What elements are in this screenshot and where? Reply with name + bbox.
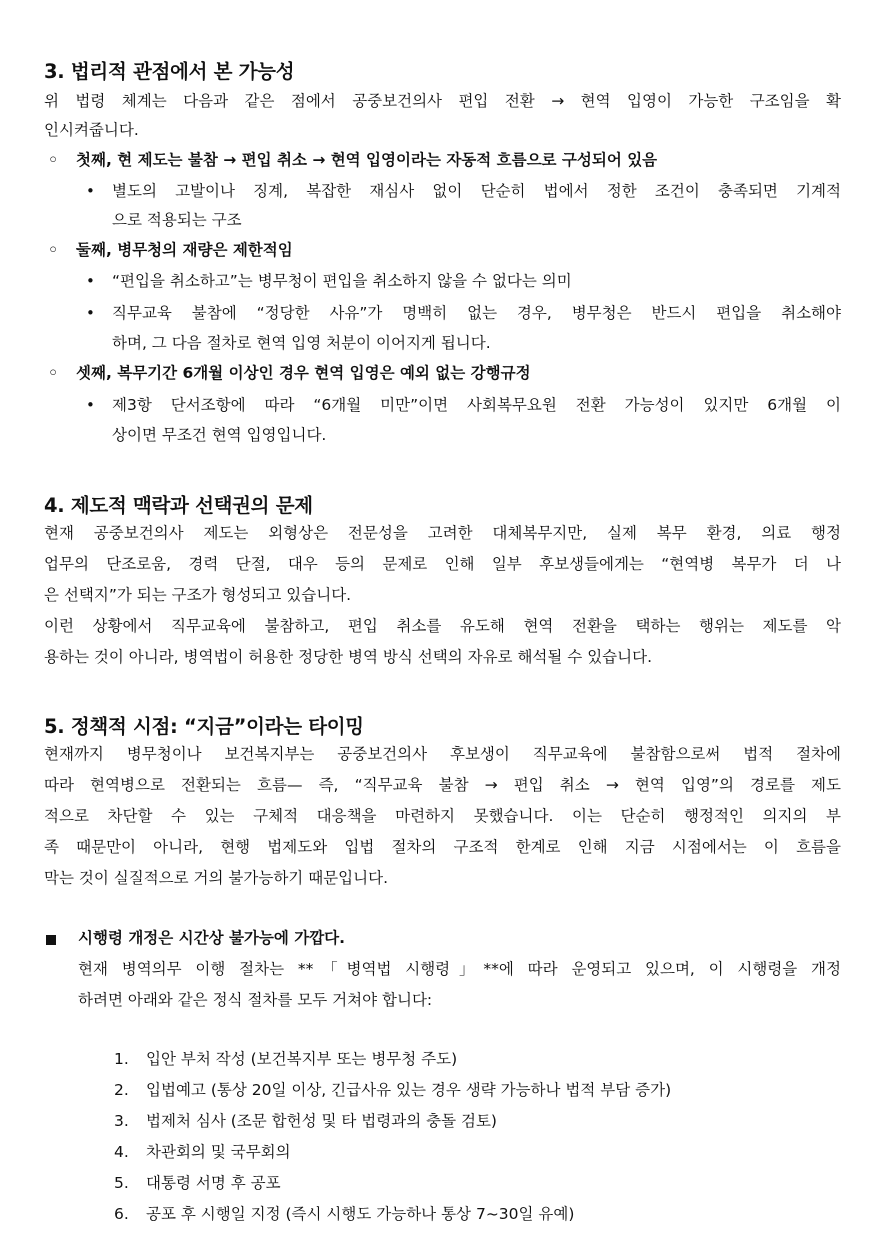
point-2-bullet-1: “편입을 취소하고”는 병무청이 편입을 취소하지 않을 수 없다는 의미 bbox=[112, 272, 572, 290]
circle-bullet-icon: ◦ bbox=[48, 364, 58, 382]
bullet-dot-icon: • bbox=[86, 182, 95, 200]
bullet-dot-icon: • bbox=[86, 396, 95, 414]
section-3-intro-line-1: 위 법령 체계는 다음과 같은 점에서 공중보건의사 편입 전환 → 현역 입영이 가능한 구조임을 확 bbox=[44, 92, 841, 110]
step-number: 3. bbox=[114, 1112, 129, 1130]
step-number: 1. bbox=[114, 1050, 129, 1068]
section-5-subheading: 시행령 개정은 시간상 불가능에 가깝다. bbox=[78, 929, 346, 947]
point-2-bullet-2-line-1: 직무교육 불참에 “정당한 사유”가 명백히 없는 경우, 병무청은 반드시 편입을 취소해야 bbox=[112, 304, 841, 322]
section-3-heading: 3. 법리적 관점에서 본 가능성 bbox=[44, 60, 295, 83]
point-3-bullet-1-line-1: 제3항 단서조항에 따라 “6개월 미만”이면 사회복무요원 전환 가능성이 있지만 6개월 이 bbox=[112, 396, 841, 414]
point-1-bullet-1-line-2: 으로 적용되는 구조 bbox=[112, 211, 242, 229]
section-5-para-line-5: 막는 것이 실질적으로 거의 불가능하기 때문입니다. bbox=[44, 869, 388, 887]
section-4-para-1-line-1: 현재 공중보건의사 제도는 외형상은 전문성을 고려한 대체복무지만, 실제 복무 환경, 의료 행정 bbox=[44, 524, 841, 542]
square-bullet-icon bbox=[46, 935, 56, 945]
point-1-title-text: 첫째, 현 제도는 불참 → 편입 취소 → 현역 입영이라는 자동적 흐름으로 구성되어 있음 bbox=[76, 151, 658, 169]
section-5-subpara-line-2: 하려면 아래와 같은 정식 절차를 모두 거쳐야 합니다: bbox=[78, 991, 433, 1009]
step-number: 4. bbox=[114, 1143, 129, 1161]
step-number: 2. bbox=[114, 1081, 129, 1099]
point-1-bullet-1-line-1: 별도의 고발이나 징계, 복잡한 재심사 없이 단순히 법에서 정한 조건이 충족되면 기계적 bbox=[112, 182, 841, 200]
circle-bullet-icon: ◦ bbox=[48, 151, 58, 169]
step-text: 입안 부처 작성 (보건복지부 또는 병무청 주도) bbox=[146, 1050, 458, 1068]
section-4-para-1-line-2: 업무의 단조로움, 경력 단절, 대우 등의 문제로 인해 일부 후보생들에게는 “현역병 복무가 더 나 bbox=[44, 555, 841, 573]
section-4-para-2-line-1: 이런 상황에서 직무교육에 불참하고, 편입 취소를 유도해 현역 전환을 택하는 행위는 제도를 악 bbox=[44, 617, 841, 635]
step-text: 대통령 서명 후 공포 bbox=[146, 1174, 281, 1192]
step-text: 차관회의 및 국무회의 bbox=[146, 1143, 291, 1161]
step-text: 공포 후 시행일 지정 (즉시 시행도 가능하나 통상 7~30일 유예) bbox=[146, 1205, 575, 1223]
section-5-para-line-3: 적으로 차단할 수 있는 구체적 대응책을 마련하지 못했습니다. 이는 단순히 행정적인 의지의 부 bbox=[44, 807, 841, 825]
step-text: 입법예고 (통상 20일 이상, 긴급사유 있는 경우 생략 가능하나 법적 부담 증가) bbox=[146, 1081, 672, 1099]
bullet-dot-icon: • bbox=[86, 304, 95, 322]
point-3-title-text: 셋째, 복무기간 6개월 이상인 경우 현역 입영은 예외 없는 강행규정 bbox=[76, 364, 531, 382]
section-3-intro-line-2: 인시켜줍니다. bbox=[44, 121, 139, 139]
point-3-title bbox=[48, 366, 531, 382]
section-5-heading: 5. 정책적 시점: “지금”이라는 타이밍 bbox=[44, 715, 364, 738]
bullet-dot-icon: • bbox=[86, 272, 95, 290]
point-2-title-text: 둘째, 병무청의 재량은 제한적임 bbox=[76, 241, 293, 259]
step-text: 법제처 심사 (조문 합헌성 및 타 법령과의 충돌 검토) bbox=[146, 1112, 497, 1130]
point-2-title bbox=[48, 243, 293, 259]
point-3-bullet-1-line-2: 상이면 무조건 현역 입영입니다. bbox=[112, 426, 327, 444]
section-5-subpara-line-1: 현재 병역의무 이행 절차는 **「병역법 시행령」**에 따라 운영되고 있으며, 이 시행령을 개정 bbox=[78, 960, 841, 978]
section-5-para-line-2: 따라 현역병으로 전환되는 흐름— 즉, “직무교육 불참 → 편입 취소 → 현역 입영”의 경로를 제도 bbox=[44, 776, 841, 794]
step-number: 6. bbox=[114, 1205, 129, 1223]
point-1-title bbox=[48, 153, 657, 169]
section-4-para-1-line-3: 은 선택지”가 되는 구조가 형성되고 있습니다. bbox=[44, 586, 352, 604]
section-5-para-line-1: 현재까지 병무청이나 보건복지부는 공중보건의사 후보생이 직무교육에 불참함으로써 법적 절차에 bbox=[44, 745, 841, 763]
step-number: 5. bbox=[114, 1174, 129, 1192]
point-2-bullet-2-line-2: 하며, 그 다음 절차로 현역 입영 처분이 이어지게 됩니다. bbox=[112, 334, 491, 352]
circle-bullet-icon: ◦ bbox=[48, 241, 58, 259]
section-4-heading: 4. 제도적 맥락과 선택권의 문제 bbox=[44, 494, 313, 517]
section-4-para-2-line-2: 용하는 것이 아니라, 병역법이 허용한 정당한 병역 방식 선택의 자유로 해석될 수 있습니다. bbox=[44, 648, 653, 666]
section-5-para-line-4: 족 때문만이 아니라, 현행 법제도와 입법 절차의 구조적 한계로 인해 지금 시점에서는 이 흐름을 bbox=[44, 838, 841, 856]
